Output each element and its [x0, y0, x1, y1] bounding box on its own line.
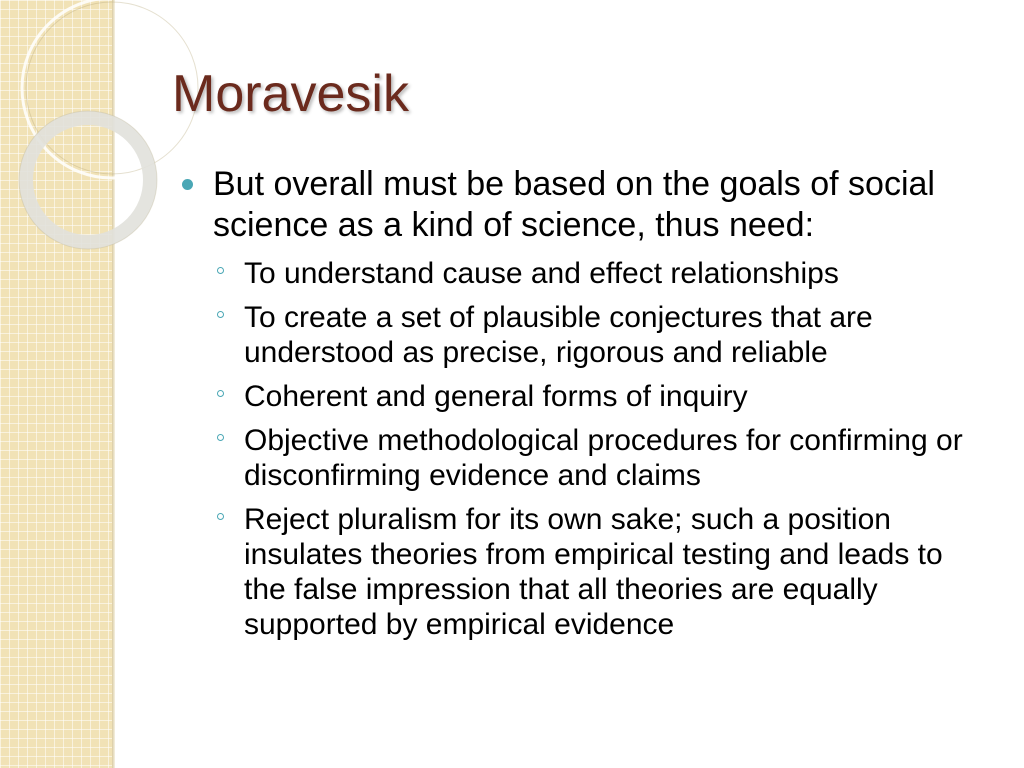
main-bullet-text: But overall must be based on the goals of social science as a kind of science, thus need:: [213, 165, 935, 244]
sub-bullet-text: To create a set of plausible conjectures that are understood as precise, rigorous and reliable: [244, 301, 873, 369]
hollow-circle-bullet-icon: [217, 311, 224, 318]
slide-content: [180, 164, 990, 651]
hollow-circle-bullet-icon: [217, 513, 224, 520]
sub-bullet-text: Reject pluralism for its own sake; such a position insulates theories from empirical testing and leads to the false impression that all theories are equally supported by empirical evidence: [244, 503, 943, 641]
sub-bullet-list: [213, 256, 990, 642]
sub-bullet-item: [213, 502, 990, 642]
side-panel-edge: [112, 0, 115, 768]
slide-title: Moravesik: [172, 65, 409, 123]
decorative-side-panel: [0, 0, 112, 768]
sub-bullet-text: Objective methodological procedures for confirming or disconfirming evidence and claims: [244, 424, 963, 492]
hollow-circle-bullet-icon: [217, 390, 224, 397]
sub-bullet-item: [213, 423, 990, 493]
sub-bullet-item: [213, 379, 990, 414]
sub-bullet-item: [213, 300, 990, 370]
sub-bullet-item: [213, 256, 990, 291]
main-bullet-item: [180, 164, 990, 246]
sub-bullet-text: To understand cause and effect relationships: [244, 257, 839, 290]
filled-circle-bullet-icon: [182, 179, 193, 190]
sub-bullet-text: Coherent and general forms of inquiry: [244, 380, 748, 413]
hollow-circle-bullet-icon: [217, 434, 224, 441]
hollow-circle-bullet-icon: [217, 267, 224, 274]
